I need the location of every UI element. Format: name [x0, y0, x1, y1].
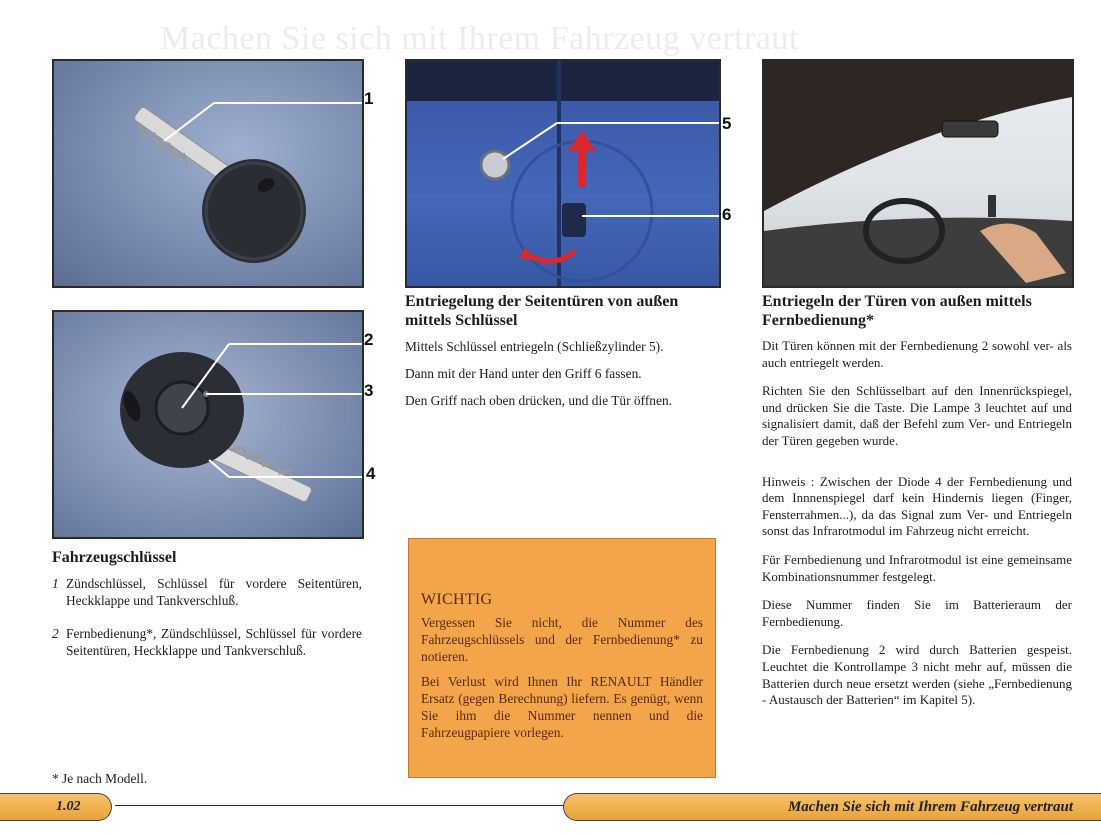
callout-3: 3 [364, 381, 374, 400]
key-section-heading: Fahrzeugschlüssel [52, 549, 177, 566]
door-photo [405, 59, 721, 288]
callout-2: 2 [364, 330, 374, 349]
footer-divider [115, 805, 615, 806]
page-number: 1.02 [0, 793, 112, 821]
door-section-heading: Entriegelung der Seitentüren von außen mittels Schlüssel [405, 293, 679, 329]
ghost-chapter-title: Machen Sie sich mit Ihrem Fahrzeug vertraut [160, 20, 799, 57]
door-paragraph: Den Griff nach oben drücken, und die Tür öffnen. [405, 393, 672, 408]
list-item [52, 575, 362, 609]
door-section [405, 292, 717, 419]
list-item-text: Fernbedienung*, Zündschlüssel, Schlüssel für vordere Seitentüren, Heckklappe und Tankverschluß. [66, 626, 362, 658]
callout-5: 5 [722, 114, 732, 133]
callout-6: 6 [722, 205, 732, 224]
remote-paragraph: Hinweis : Zwischen der Diode 4 der Fernbedienung und dem Innnenspiegel darf kein Hindernis liegen (Finger, Fensterrahmen...), da das Signal zum Ver- und Entriegeln sonst das Infrarotmodul im Fahrzeug nicht erreicht. [762, 473, 1072, 539]
key-illustration [54, 61, 362, 286]
remote-section-heading: Entriegeln der Türen von außen mittels Fernbedienung* [762, 293, 1032, 329]
warning-paragraph: Vergessen Sie nicht, die Nummer des Fahrzeugschlüssels und der Fernbedienung* zu notieren. [421, 615, 703, 664]
footnote: * Je nach Modell. [52, 771, 148, 786]
callout-4: 4 [366, 464, 376, 483]
interior-illustration [764, 61, 1072, 286]
remote-paragraph: Für Fernbedienung und Infrarotmodul ist eine gemeinsame Kombinationsnummer festgelegt. [762, 551, 1072, 584]
door-paragraph: Dann mit der Hand unter den Griff 6 fassen. [405, 366, 642, 381]
warning-box [408, 538, 716, 778]
remote-paragraph: Diese Nummer finden Sie im Batterieraum der Fernbedienung. [762, 597, 1072, 629]
warning-paragraph: Bei Verlust wird Ihnen Ihr RENAULT Händler Ersatz (gegen Berechnung) liefern. Es genügt, wenn Sie ihm die Nummer nennen und die Fahrzeugpapiere vorlegen. [421, 674, 703, 740]
list-item-number: 2 [52, 626, 59, 641]
warning-title: WICHTIG [421, 591, 493, 608]
remote-key-illustration [54, 312, 362, 537]
key-photo [52, 59, 364, 288]
remote-paragraph: Dit Türen können mit der Fernbedienung 2 sowohl ver- als auch entriegelt werden. [762, 338, 1072, 370]
remote-paragraph: Richten Sie den Schlüsselbart auf den Innenrückspiegel, und drücken Sie die Taste. Die Lampe 3 leuchtet auf und signalisiert damit, daß der Befehl zum Ver- und Entriegeln der Türen gegeben wurde. [762, 383, 1072, 448]
callout-1: 1 [364, 89, 374, 108]
list-item-text: Zündschlüssel, Schlüssel für vordere Seitentüren, Heckklappe und Tankverschluß. [66, 576, 362, 608]
remote-key-photo [52, 310, 364, 539]
remote-paragraph: Die Fernbedienung 2 wird durch Batterien gespeist. Leuchtet die Kontrollampe 3 nicht mehr auf, müssen die Batterien durch neue ersetzt werden (siehe „Fernbedienung - Austausch der Batterien“ im Kapitel 5). [762, 642, 1072, 708]
remote-section [762, 292, 1072, 719]
key-section [52, 548, 362, 675]
interior-photo [762, 59, 1074, 288]
door-illustration [407, 61, 719, 286]
list-item [52, 625, 362, 659]
door-paragraph: Mittels Schlüssel entriegeln (Schließzylinder 5). [405, 339, 664, 354]
list-item-number: 1 [52, 576, 59, 591]
chapter-title-tab: Machen Sie sich mit Ihrem Fahrzeug vertraut [563, 793, 1101, 821]
